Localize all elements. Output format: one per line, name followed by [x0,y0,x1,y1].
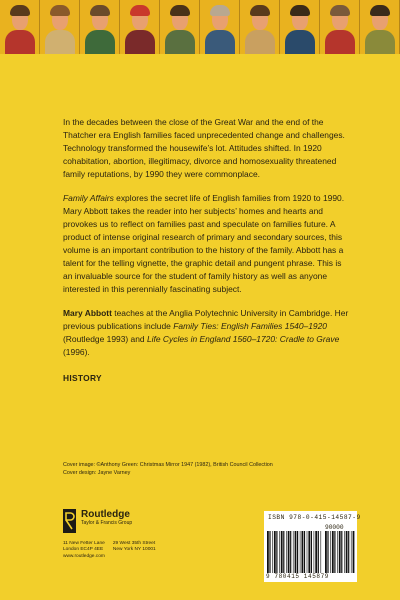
cover-portrait-strip [0,0,400,54]
portrait-tile [280,0,320,54]
barcode-bar [315,531,317,573]
barcode-bar [269,531,270,573]
description-paragraph [63,192,353,296]
barcode-bar [300,531,301,573]
cover-credits [63,461,273,477]
barcode-bar [325,531,327,573]
portrait-tile [320,0,360,54]
address-new-york [113,541,156,560]
barcode-bar [295,531,297,573]
barcode-bar [302,531,304,573]
description-text: explores the secret life of English families from 1920 to 1990. Mary Abbott takes the reader into her subjects’ homes and hearts and provokes us to reflect on families past and speculate on families future. A product of intense original research of primary and secondary sources, this volume is an important contribution to the history of the family. Abbott has a talent for the telling vignette, the graphic detail and pungent phrase. This is an invaluable source for the student of family history as well as anyone interested in this perennially fascinating subject. [63,193,345,294]
barcode-bar [339,531,341,573]
portrait-tile [0,0,40,54]
routledge-logo-icon [63,509,76,533]
bio-text-2: (Routledge 1993) and [63,334,147,344]
publisher-block [63,509,193,560]
barcode-bar [332,531,334,573]
portrait-tile [200,0,240,54]
barcode-bar [346,531,348,573]
author-bio-paragraph [63,307,353,359]
address-line: New York NY 10001 [112,547,156,553]
address-london [63,541,105,560]
prev-title-2: Life Cycles in England 1560–1720: Cradle to Grave [146,334,340,344]
subject-category: HISTORY [63,373,102,383]
addon-barcode [325,531,355,573]
book-title: Family Affairs [63,193,114,203]
blurb [63,116,353,383]
address-line: 11 New Fetter Lane [63,541,105,546]
barcode-bar [344,531,345,573]
publisher-name: Routledge [81,509,130,520]
publisher-logo [63,509,193,533]
publisher-group: Taylor & Francis Group [81,520,133,526]
barcode-bar [311,531,312,573]
bio-text-3: (1996). [63,347,90,357]
barcode-bar [334,531,335,573]
ean-digits: 9 780415 145879 [266,573,330,580]
barcode-bar [274,531,276,573]
author-name: Mary Abbott [63,308,112,318]
bio-text-1: teaches at the Anglia Polytechnic University in Cambridge. Her previous publications include [63,308,349,331]
barcode-bar [267,531,269,573]
prev-title-1: Family Ties: English Families 1540–1920 [173,321,327,331]
address-line: 29 West 35th Street [112,541,156,546]
barcode-bar [327,531,328,573]
publisher-addresses [63,541,193,560]
portrait-tile [40,0,80,54]
barcode-bar [351,531,352,573]
portrait-tile [120,0,160,54]
barcode-bar [307,531,308,573]
barcode-bar [308,531,310,573]
barcode-bar [293,531,294,573]
ean-barcode [267,531,323,573]
intro-paragraph: In the decades between the close of the Great War and the end of the Thatcher era English families faced unprecedented change and challenges. Technology transformed the housewife’s lot. Attitudes shifted. In 1920 cohabitation, abortion, illegitimacy, divorce and homosexuality threatened family reputations, by 1990 they were commonplace. [63,117,345,179]
portrait-tile [160,0,200,54]
barcode-bar [276,531,277,573]
barcode-bar [297,531,298,573]
barcode-bar [288,531,290,573]
portrait-tile [240,0,280,54]
barcode-bar [283,531,284,573]
barcode-bar [348,531,349,573]
barcode-bar [286,531,287,573]
address-line: www.routledge.com [63,553,105,559]
barcode-bar [304,531,305,573]
isbn-text: ISBN 978-0-415-14587-9 [268,514,361,521]
cover-image-credit: Cover image: ©Anthony Green: Christmas Mirror 1947 (1982), British Council Collection [63,462,273,468]
portrait-tile [360,0,400,54]
barcode-bar [318,531,319,573]
barcode-bar [321,531,322,573]
barcode-bar [337,531,338,573]
barcode-bar [279,531,280,573]
portrait-tile [80,0,120,54]
barcode-bar [353,531,355,573]
barcode-bar [290,531,291,573]
barcode-bar [330,531,331,573]
barcode-bar [281,531,283,573]
barcode-bar [272,531,273,573]
address-line: London EC4P 4EE [63,547,104,553]
barcode-bar [314,531,315,573]
barcode-bar [341,531,342,573]
price-code: 90000 [325,524,344,531]
cover-design-credit: Cover design: Jayne Varney [63,470,131,476]
